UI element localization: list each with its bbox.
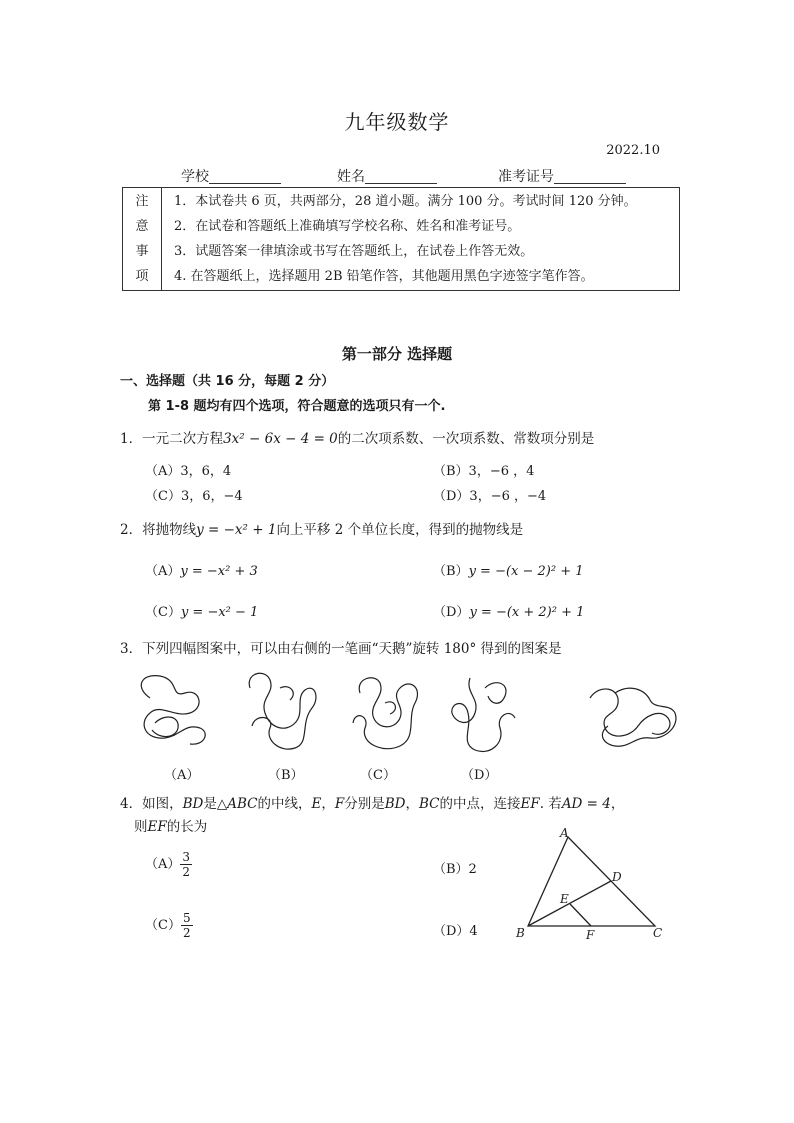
option-a[interactable]: （A）3，6，4 [145, 464, 232, 479]
option-b[interactable]: （B）3，−6 ，4 [433, 464, 535, 479]
question-text: ， [405, 796, 419, 812]
notice-rule: 2．在试卷和答题纸上准确填写学校名称、姓名和准考证号。 [174, 219, 521, 234]
notice-box [122, 187, 680, 291]
option-expr: y = −x² − 1 [180, 605, 259, 620]
option-b[interactable]: （B）2 [433, 862, 477, 877]
option-d[interactable]: （D）4 [433, 924, 478, 939]
swan-figure-d[interactable] [452, 678, 515, 751]
equation: 3x² − 6x − 4 = 0 [223, 431, 338, 447]
question-number: 1． [120, 431, 143, 447]
question-text: 向上平移 2 个单位长度，得到的抛物线是 [276, 522, 524, 538]
option-d[interactable]: （D）3，−6 ，−4 [433, 489, 547, 504]
question-2 [120, 518, 523, 538]
fraction [181, 911, 193, 940]
name-field[interactable] [337, 166, 437, 186]
school-label: 学校 [181, 169, 209, 185]
question-text: 的中线， [257, 796, 312, 812]
question-4-line2 [134, 815, 207, 835]
name-blank[interactable] [365, 169, 437, 184]
figure-label-c[interactable]: （C） [360, 768, 396, 783]
figure-label-d[interactable]: （D） [461, 768, 498, 783]
point-label-b: B [516, 926, 525, 940]
equation: y = −x² + 1 [196, 522, 277, 538]
question-number: 3． [120, 641, 143, 657]
math-var: BD [384, 796, 406, 812]
swan-figures [130, 668, 690, 760]
option-label: （B） [433, 564, 469, 579]
swan-figure-a[interactable] [141, 676, 205, 745]
question-text: 的长为 [166, 819, 208, 835]
page-title: 九年级数学 [344, 110, 450, 134]
figure-label-a[interactable]: （A） [164, 768, 200, 783]
option-c[interactable]: （C）3，6，−4 [145, 489, 243, 504]
question-text: 一元二次方程 [142, 431, 224, 447]
option-c[interactable] [145, 601, 258, 620]
section-title: 一、选择题（共 16 分，每题 2 分） [120, 374, 335, 389]
notice-rule: 3．试题答案一律填涂或书写在答题纸上，在试卷上作答无效。 [174, 244, 534, 259]
name-label: 姓名 [337, 169, 365, 185]
math-var: E [311, 796, 322, 812]
exam-number-field[interactable] [498, 166, 626, 186]
exam-number-blank[interactable] [554, 169, 626, 184]
math-var: EF [147, 819, 167, 835]
section-note: 第 1-8 题均有四个选项，符合题意的选项只有一个. [148, 399, 446, 414]
point-label-d: D [612, 870, 622, 884]
fraction-numerator: 5 [182, 911, 191, 925]
notice-label-char: 事 [135, 244, 149, 259]
option-label: （A） [145, 564, 181, 579]
question-number: 2． [120, 522, 143, 538]
question-text: ， [321, 796, 335, 812]
option-a[interactable] [145, 560, 258, 579]
question-number: 4． [120, 796, 143, 812]
notice-rule: 4. 在答题纸上，选择题用 2B 铅笔作答，其他题用黑色字迹签字笔作答。 [174, 269, 594, 284]
math-var: ABC [227, 796, 258, 812]
segment-bd [528, 881, 611, 926]
question-text: ， [610, 796, 625, 812]
triangle-abc [528, 837, 655, 926]
option-c[interactable] [145, 911, 193, 940]
fraction-denominator: 2 [182, 865, 191, 879]
figure-label-b[interactable]: （B） [268, 768, 304, 783]
question-3 [120, 637, 562, 657]
option-expr: y = −(x + 2)² + 1 [469, 605, 585, 620]
notice-label [123, 188, 162, 291]
question-text: 分别是 [344, 796, 385, 812]
point-label-f: F [586, 928, 595, 942]
notice-rules [162, 188, 680, 291]
exam-number-label: 准考证号 [498, 169, 554, 185]
question-text: . 若 [539, 796, 562, 812]
math-var: EF [520, 796, 540, 812]
question-text: 如图， [142, 796, 183, 812]
triangle-figure [510, 825, 670, 945]
notice-rule: 1．本试卷共 6 页，共两部分，28 道小题。满分 100 分。考试时间 120 分钟。 [174, 194, 637, 209]
option-expr: y = −(x − 2)² + 1 [468, 564, 584, 579]
math-var: BD [182, 796, 204, 812]
fraction [180, 850, 192, 879]
math-var: F [334, 796, 345, 812]
fraction-numerator: 3 [182, 850, 191, 864]
option-d[interactable] [433, 601, 584, 620]
option-label: （C） [145, 918, 181, 933]
math-var: BC [418, 796, 440, 812]
point-label-a: A [560, 826, 569, 840]
swan-reference[interactable] [590, 688, 676, 746]
swan-figure-c[interactable] [353, 678, 417, 749]
segment-ef [570, 904, 591, 926]
question-text: 是△ [203, 796, 228, 812]
notice-label-char: 意 [135, 219, 149, 234]
point-label-e: E [560, 892, 569, 906]
question-text: 的中点，连接 [439, 796, 521, 812]
question-text: 则 [134, 819, 148, 835]
school-blank[interactable] [209, 169, 281, 184]
question-1 [120, 427, 594, 447]
point-label-c: C [653, 926, 663, 940]
question-text: 将抛物线 [142, 522, 197, 538]
fraction-denominator: 2 [182, 926, 191, 940]
swan-figure-b[interactable] [249, 673, 316, 749]
option-a[interactable] [145, 850, 192, 879]
notice-label-char: 注 [135, 194, 149, 209]
question-text: 下列四幅图案中，可以由右侧的一笔画“天鹅”旋转 180° 得到的图案是 [142, 641, 562, 657]
notice-label-char: 项 [135, 269, 149, 284]
option-b[interactable] [433, 560, 584, 579]
math-var: AD = 4 [561, 796, 611, 812]
exam-date: 2022.10 [606, 143, 660, 158]
part-title: 第一部分 选择题 [341, 345, 453, 363]
option-label: （A） [145, 857, 181, 872]
question-4 [120, 792, 624, 812]
option-label: （D） [433, 605, 470, 620]
question-text: 的二次项系数、一次项系数、常数项分别是 [337, 431, 595, 447]
option-expr: y = −x² + 3 [180, 564, 258, 579]
option-label: （C） [145, 605, 181, 620]
school-field[interactable] [181, 166, 281, 186]
